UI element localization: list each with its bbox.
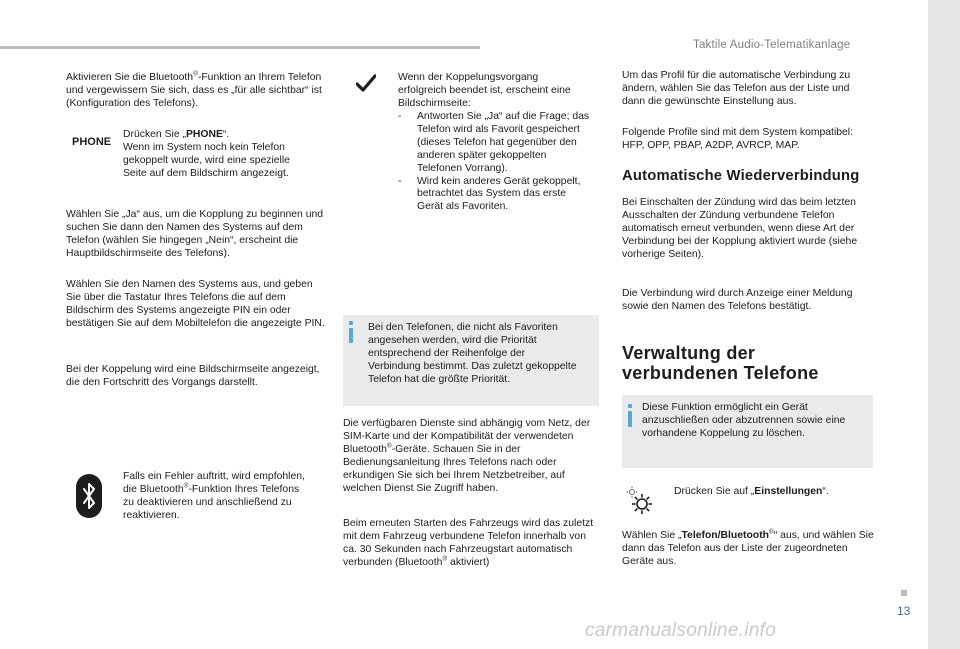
paragraph-connection-confirmed: Die Verbindung wird durch Anzeige einer Meldung sowie den Namen des Telefons bestätigt. [622, 288, 853, 312]
watermark-text: carmanualsonline.info [585, 620, 777, 641]
list-item: - Antworten Sie „Ja“ auf die Frage; das Telefon wird als Favorit gespeichert (dieses Telefon hat gegenüber den anderen später gekoppelten Telefonen Vorrang). [398, 111, 590, 174]
paragraph-enter-pin: Wählen Sie den Namen des Systems aus, und geben Sie über die Tastatur Ihres Telefons die auf dem Bildschirm des Systems angezeigte PIN ein oder bestätigen Sie auf dem Mobiltelefon die angezeigte PIN. [66, 279, 325, 329]
paragraph-bluetooth-error: Falls ein Fehler auftritt, wird empfohlen, die Bluetooth®-Funktion Ihres Telefons zu deaktivieren und anschließend zu reaktivieren. [123, 471, 305, 521]
header-rule [0, 46, 480, 49]
bluetooth-icon [76, 474, 102, 518]
paragraph-change-profile: Um das Profil für die automatische Verbindung zu ändern, wählen Sie das Telefon aus der Liste und dann die gewünschte Einstellung aus. [622, 70, 851, 107]
info-note-priority [343, 315, 599, 406]
list-item: - Wird kein anderes Gerät gekoppelt, betrachtet das System das erste Gerät als Favoriten. [398, 175, 581, 213]
paragraph-press-settings: Drücken Sie auf „Einstellungen“. [674, 486, 829, 497]
info-note-manage [622, 395, 873, 468]
paragraph-progress-screen: Bei der Koppelung wird eine Bildschirmseite angezeigt, die den Fortschritt des Vorgangs darstellt. [66, 364, 320, 388]
paragraph-start-pairing: Wählen Sie „Ja“ aus, um die Kopplung zu beginnen und suchen Sie dann den Namen des Systems auf dem Telefon (wählen Sie hingegen „Nein“, erscheint die Hauptbildschirmseite des Telefons). [66, 209, 324, 259]
paragraph-auto-reconnect: Beim erneuten Starten des Fahrzeugs wird das zuletzt mit dem Fahrzeug verbundene Telefon innerhalb von ca. 30 Sekunden nach Fahrzeugstart automatisch verbunden (Bluetooth® aktiviert) [343, 518, 594, 568]
heading-manage-phones: Verwaltung der verbundenen Telefone [622, 343, 819, 383]
section-title: Taktile Audio-Telematikanlage [693, 39, 851, 51]
paragraph-press-phone: Drücken Sie „PHONE“. Wenn im System noch kein Telefon gekoppelt wurde, wird eine spezielle Seite auf dem Bildschirm angezeigt. [123, 129, 290, 179]
checkmark-icon [356, 74, 376, 92]
paragraph-compatible-profiles: Folgende Profile sind mit dem System kompatibel: HFP, OPP, PBAP, A2DP, AVRCP, MAP. [622, 127, 854, 151]
paragraph-select-phone: Wählen Sie „Telefon/Bluetooth®“ aus, und wählen Sie dann das Telefon aus der Liste der zugeordneten Geräte aus. [622, 528, 874, 567]
heading-automatic-reconnection: Automatische Wiederverbindung [622, 168, 860, 184]
paragraph-activate-bluetooth: Aktivieren Sie die Bluetooth®-Funktion an Ihrem Telefon und vergewissern Sie sich, dass es „für alle sichtbar“ ist (Konfiguration des Telefons). [66, 70, 322, 109]
page-marker [901, 590, 907, 596]
favorite-options-list [398, 111, 592, 214]
paragraph-pairing-success: Wenn der Koppelungsvorgang erfolgreich beendet ist, erscheint eine Bildschirmseite: [398, 72, 571, 109]
phone-button-label: PHONE [72, 136, 112, 148]
info-icon [349, 321, 353, 325]
paragraph-ignition-reconnect: Bei Einschalten der Zündung wird das beim letzten Ausschalten der Zündung verbundene Telefon automatisch erneut verbunden, wenn diese Art der Verbindung bei der Kopplung aktiviert wurde (siehe vorherige Seiten). [622, 197, 858, 260]
note-text: Diese Funktion ermöglicht ein Gerät anzuschließen oder abzutrennen sowie eine vorhandene Koppelung zu löschen. [642, 402, 846, 439]
page-edge-band [928, 0, 960, 649]
page-number: 13 [897, 604, 911, 618]
note-text: Bei den Telefonen, die nicht als Favoriten angesehen werden, wird die Priorität entsprechend der Reihenfolge der Verbindung bestimmt. Das zuletzt gekoppelte Telefon hat die größte Priorität. [368, 322, 577, 385]
settings-gear-icon [624, 484, 656, 516]
info-icon [628, 404, 632, 408]
paragraph-available-services: Die verfügbaren Dienste sind abhängig vom Netz, der SIM-Karte und der Kompatibilität der verwendeten Bluetooth®-Geräte. Schauen Sie in der Bedienungsanleitung Ihres Telefons nach oder erkundigen Sie sich bei Ihrem Netzbetreiber, auf welchen Dienst Sie Zugriff haben. [343, 418, 591, 494]
